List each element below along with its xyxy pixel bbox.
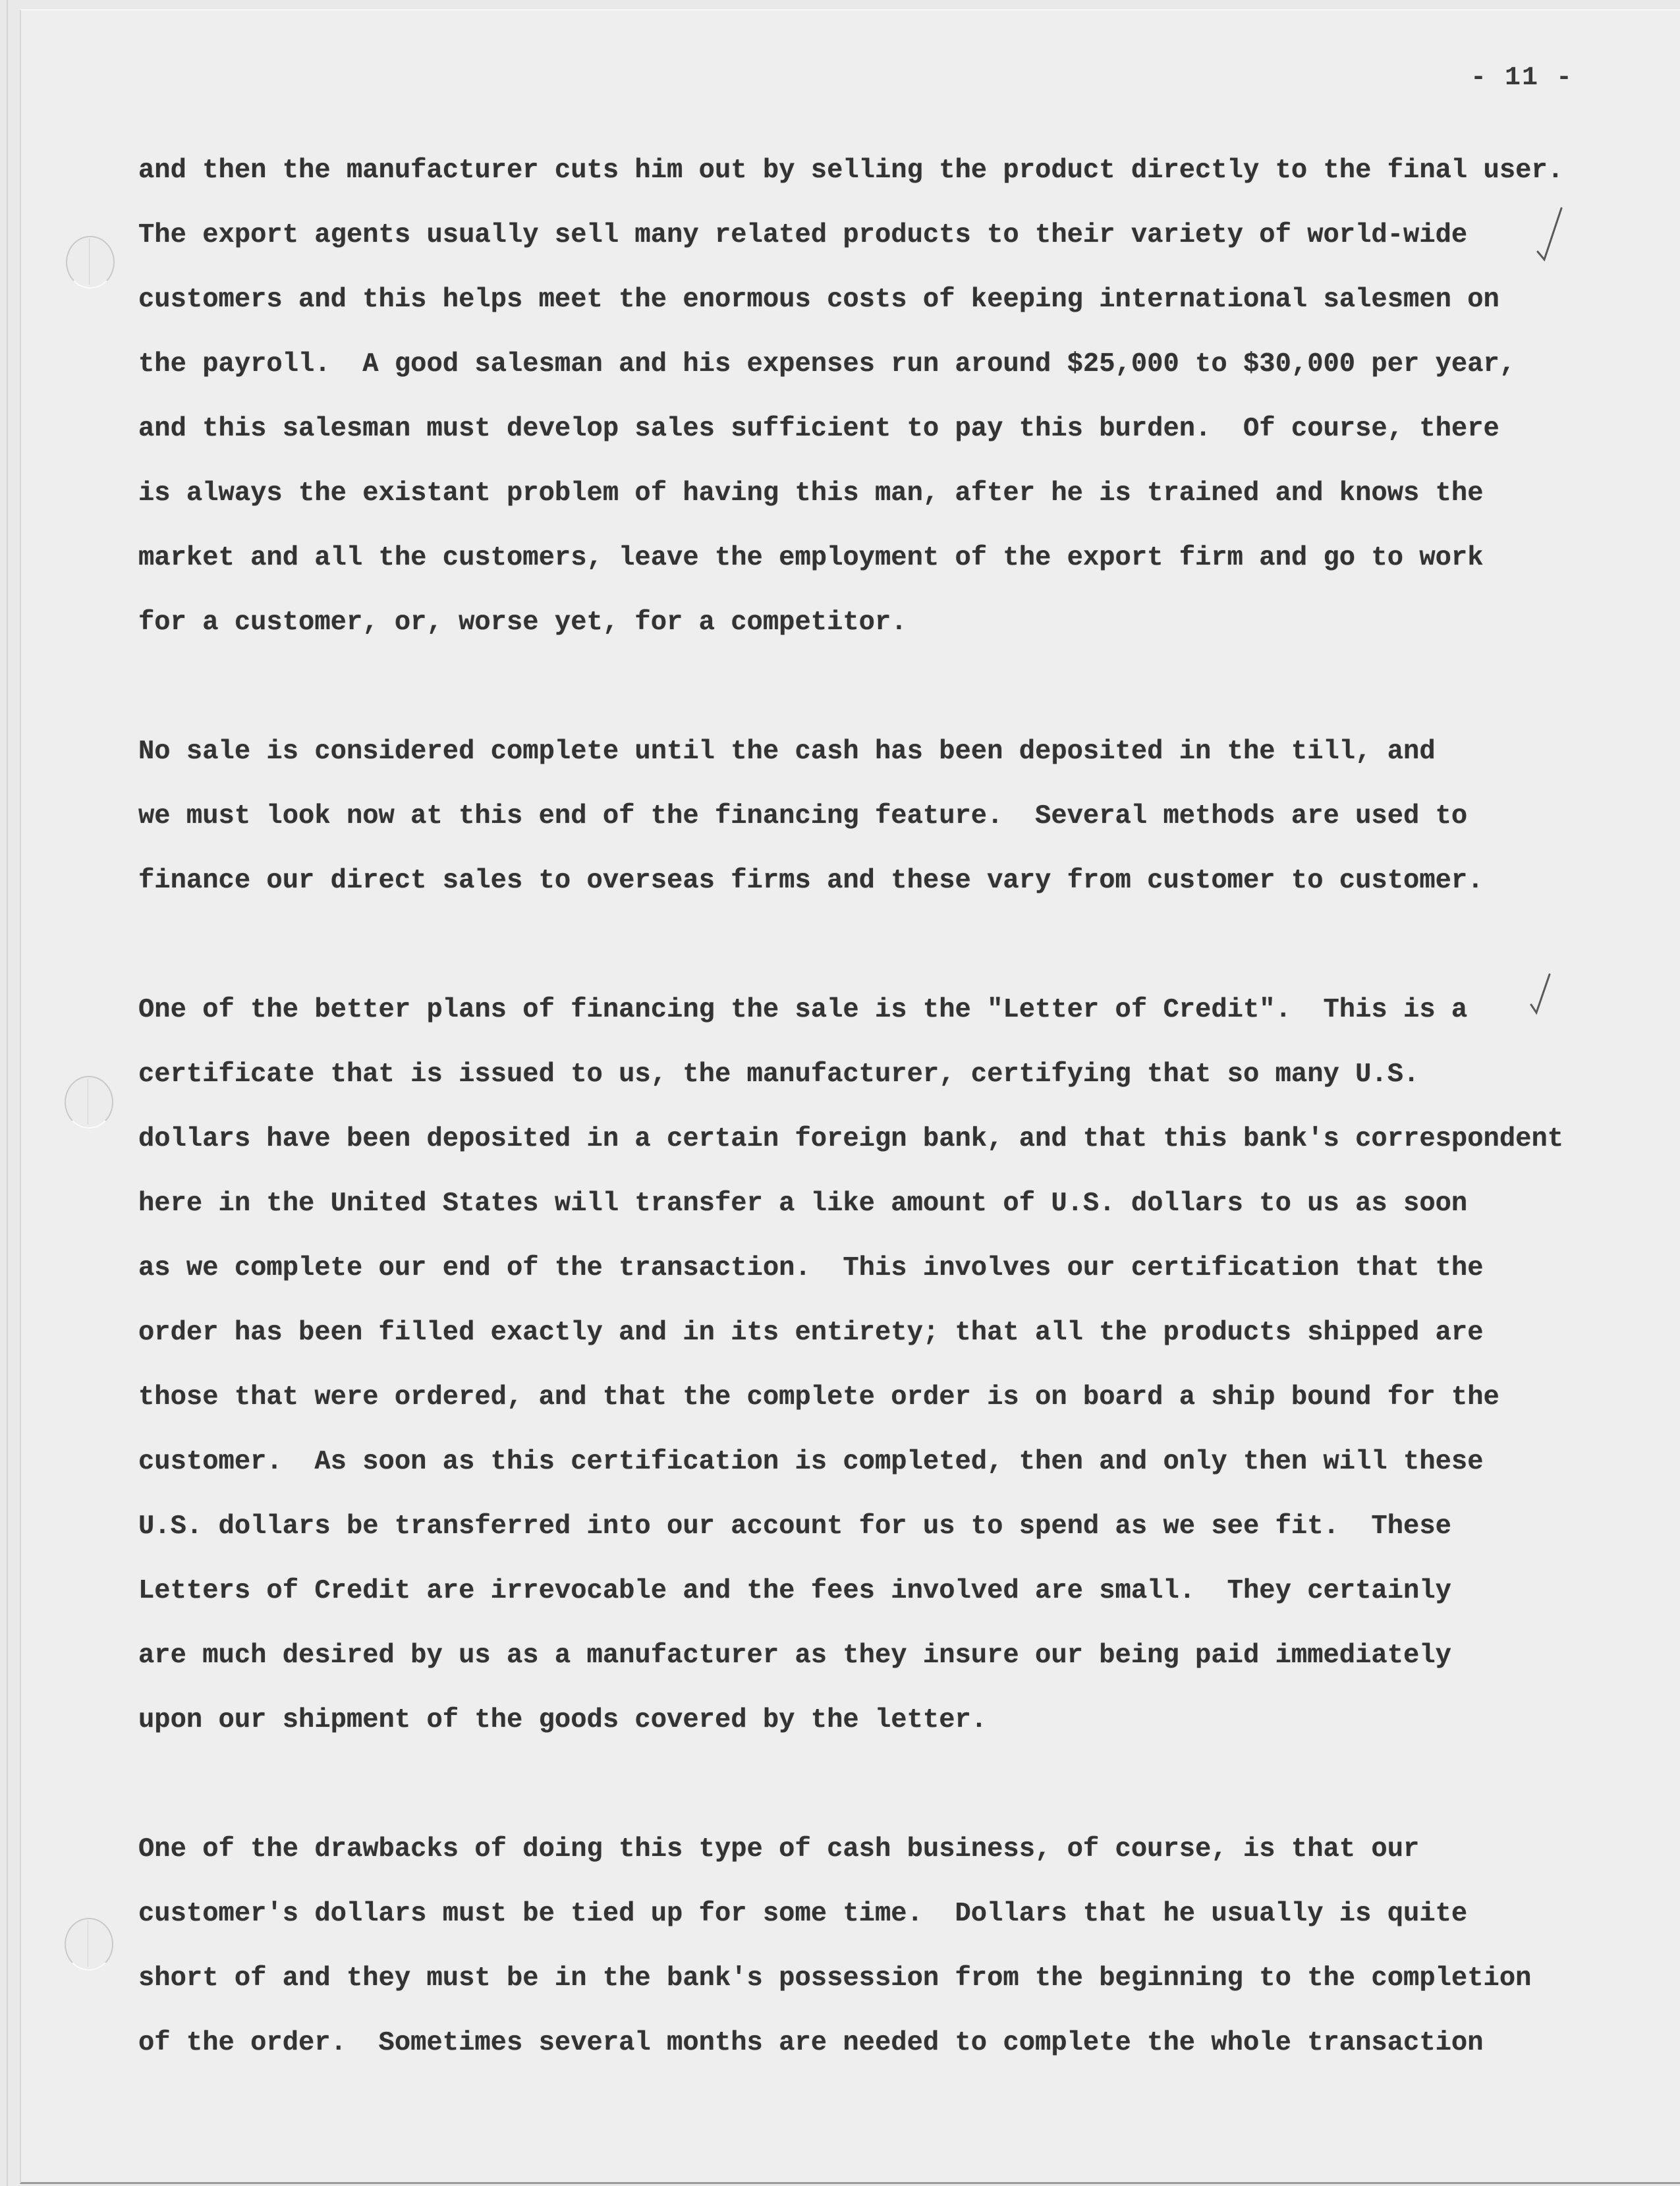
text-line: the payroll. A good salesman and his expenses run around $25,000 to $30,000 per year, <box>138 349 1516 379</box>
check-mark-icon <box>1528 972 1561 1024</box>
text-line: dollars have been deposited in a certain foreign bank, and that this bank's correspondent <box>138 1124 1564 1154</box>
text-line: order has been filled exactly and in its entirety; that all the products shipped are <box>138 1318 1484 1348</box>
text-line: customer's dollars must be tied up for some time. Dollars that he usually is quite <box>138 1899 1468 1929</box>
text-line: short of and they must be in the bank's possession from the beginning to the completion <box>138 1963 1532 1994</box>
text-line: upon our shipment of the goods covered by the letter. <box>138 1705 988 1735</box>
text-line: customer. As soon as this certification is completed, then and only then will these <box>138 1447 1484 1477</box>
punch-hole <box>65 1076 113 1129</box>
text-line: market and all the customers, leave the employment of the export firm and go to work <box>138 543 1484 573</box>
text-line: Letters of Credit are irrevocable and the fees involved are small. They certainly <box>138 1576 1451 1606</box>
text-line: those that were ordered, and that the complete order is on board a ship bound for the <box>138 1382 1499 1413</box>
punch-hole <box>66 236 115 289</box>
text-line: certificate that is issued to us, the manufacturer, certifying that so many U.S. <box>138 1059 1420 1090</box>
punch-hole <box>65 1918 113 1971</box>
check-mark-icon <box>1535 204 1575 270</box>
text-line: and this salesman must develop sales sufficient to pay this burden. Of course, there <box>138 414 1499 444</box>
text-line: No sale is considered complete until the cash has been deposited in the till, and <box>138 737 1436 767</box>
binder-edge <box>7 0 8 2186</box>
text-line: and then the manufacturer cuts him out by selling the product directly to the final user. <box>138 155 1564 186</box>
text-line: U.S. dollars be transferred into our account for us to spend as we see fit. These <box>138 1511 1451 1542</box>
text-line: One of the better plans of financing the sale is the "Letter of Credit". This is a <box>138 995 1468 1025</box>
page-number: - 11 - <box>1470 63 1574 93</box>
text-line: The export agents usually sell many related products to their variety of world-wide <box>138 220 1468 250</box>
text-line: here in the United States will transfer a like amount of U.S. dollars to us as soon <box>138 1189 1468 1219</box>
text-line: is always the existant problem of having this man, after he is trained and knows the <box>138 478 1484 509</box>
text-line: for a customer, or, worse yet, for a competitor. <box>138 607 907 638</box>
text-line: are much desired by us as a manufacturer as they insure our being paid immediately <box>138 1640 1451 1671</box>
text-line: One of the drawbacks of doing this type of cash business, of course, is that our <box>138 1834 1420 1864</box>
text-line: finance our direct sales to overseas firms and these vary from customer to customer. <box>138 866 1484 896</box>
text-line: of the order. Sometimes several months are needed to complete the whole transaction <box>138 2028 1484 2058</box>
text-line: as we complete our end of the transaction. This involves our certification that the <box>138 1253 1484 1283</box>
text-line: we must look now at this end of the financing feature. Several methods are used to <box>138 801 1468 831</box>
text-line: customers and this helps meet the enormous costs of keeping international salesmen on <box>138 285 1499 315</box>
